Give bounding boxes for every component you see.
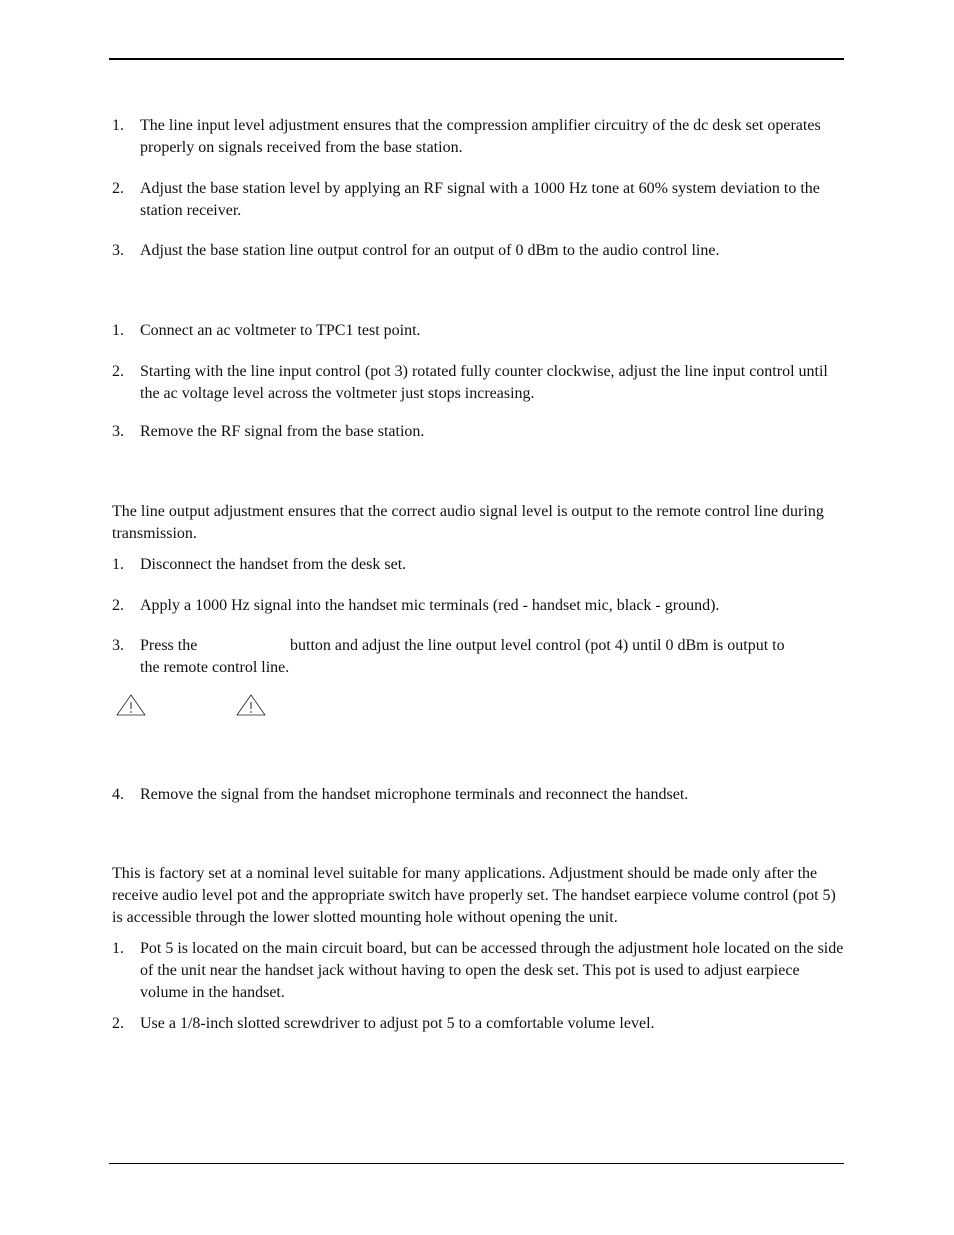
list-number: 1. [112, 117, 124, 134]
list-text: Apply a 1000 Hz signal into the handset mic terminals (red - handset mic, black - ground). [140, 597, 720, 614]
warning-triangle-icon [116, 694, 146, 716]
list-text: Pot 5 is located on the main circuit board, but can be accessed through the adjustment hole located on the side of the unit near the handset jack without having to open the desk set. This pot is used to adjust earpiece volume in the handset. [140, 940, 844, 1001]
list-number: 1. [112, 322, 124, 339]
section-intro-paragraph: The line output adjustment ensures that the correct audio signal level is output to the remote control line during transmission. [112, 503, 824, 542]
warning-triangle-icon [236, 694, 266, 716]
list-number: 2. [112, 363, 124, 380]
list-item [112, 635, 844, 679]
list-text-pre: Press the [140, 637, 198, 654]
list-text: Adjust the base station level by applying an RF signal with a 1000 Hz tone at 60% system deviation to the station receiver. [140, 180, 820, 219]
list-text: Adjust the base station line output control for an output of 0 dBm to the audio control line. [140, 242, 720, 259]
list-text: Remove the RF signal from the base station. [140, 423, 425, 440]
list-number: 3. [112, 242, 124, 259]
list-text: The line input level adjustment ensures that the compression amplifier circuitry of the dc desk set operates properly on signals received from the base station. [140, 117, 821, 156]
list-text: Starting with the line input control (pot 3) rotated fully counter clockwise, adjust the line input control until the ac voltage level across the voltmeter just stops increasing. [140, 363, 828, 402]
list-number: 3. [112, 423, 124, 440]
list-text: Use a 1/8-inch slotted screwdriver to adjust pot 5 to a comfortable volume level. [140, 1015, 655, 1032]
list-text: Connect an ac voltmeter to TPC1 test point. [140, 322, 421, 339]
list-text: Disconnect the handset from the desk set. [140, 556, 407, 573]
list-number: 2. [112, 597, 124, 614]
list-number: 3. [112, 637, 124, 654]
list-number: 4. [112, 786, 124, 803]
list-number: 1. [112, 940, 124, 957]
list-number: 1. [112, 556, 124, 573]
footer-rule [109, 1163, 844, 1164]
list-text-post: button and adjust the line output level control (pot 4) until 0 dBm is output to [290, 637, 785, 654]
list-number: 2. [112, 1015, 124, 1032]
list-text-continued: the remote control line. [140, 659, 290, 676]
list-number: 2. [112, 180, 124, 197]
list-text: Remove the signal from the handset microphone terminals and reconnect the handset. [140, 786, 689, 803]
section-intro-paragraph: This is factory set at a nominal level suitable for many applications. Adjustment should be made only after the receive audio level pot and the appropriate switch have properly set. The handset earpiece volume control (pot 5) is accessible through the lower slotted mounting hole without opening the unit. [112, 865, 836, 926]
header-rule [109, 58, 844, 60]
